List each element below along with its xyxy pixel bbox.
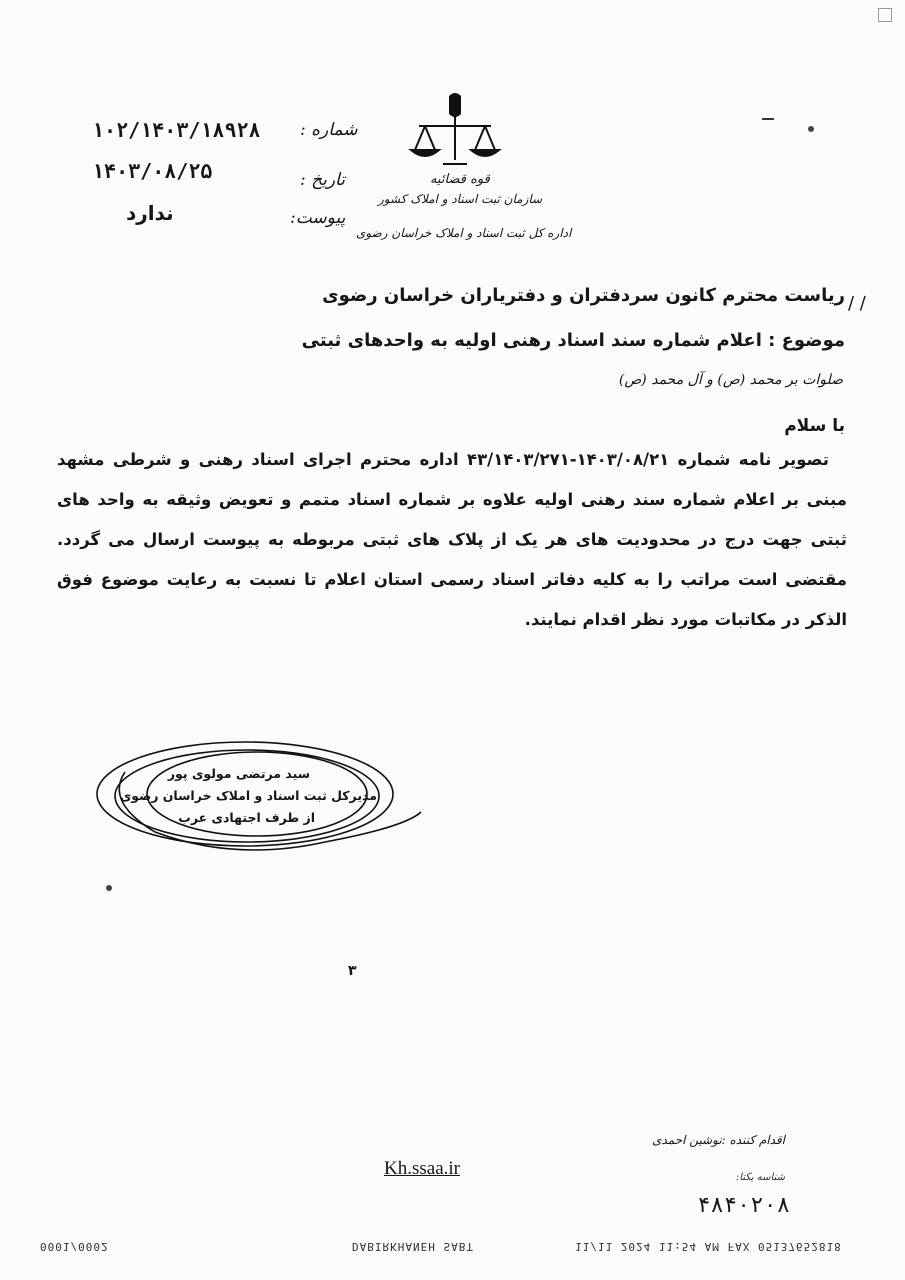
- letter-body-text: تصویر نامه شماره ۱۴۰۳/۰۸/۲۱-۴۳/۱۴۰۳/۲۷۱ اداره محترم اجرای اسناد رهنی و شرطی مشهد مبنی بر اعلام شماره سند رهنی اولیه علاوه بر شماره اسناد متمم و تعویض وثیقه به واحد های ثبتی جهت درج در محدودیت های هر یک از پلاک های ثبتی مربوطه به پیوست ارسال می گردد. مقتضی است مراتب را به کلیه دفاتر اسناد رسمی استان اعلام تا نسبت به رعایت موضوع فوق الذکر در مکاتبات مورد نظر اقدام نمایند.: [57, 450, 847, 629]
- org-name-province: اداره کل ثبت اسناد و املاک خراسان رضوی: [356, 226, 572, 240]
- letter-body: [57, 440, 847, 640]
- fax-sender: DABIRKHANEH SABT: [352, 1240, 474, 1253]
- org-name-national: سازمان ثبت اسناد و املاک کشور: [378, 192, 543, 206]
- signatory-on-behalf: از طرف اجتهادی عرب: [178, 810, 315, 825]
- dash-mark: [762, 118, 774, 120]
- letter-date-label: تاریخ :: [300, 170, 345, 190]
- dot-mark: [808, 126, 814, 132]
- dot-mark: [106, 885, 112, 891]
- website-link[interactable]: Kh.ssaa.ir: [384, 1158, 460, 1179]
- signatory-name: سید مرتضی مولوی پور: [167, 766, 310, 781]
- letter-number-value: ۱۰۲/۱۴۰۳/۱۸۹۲۸: [92, 118, 261, 142]
- fax-header-line: 11/11 2024 11:54 AM FAX 05137652818: [575, 1240, 842, 1253]
- letter-greeting: با سلام: [784, 416, 845, 436]
- signature-stamp: [95, 732, 425, 857]
- letter-number-label: شماره :: [300, 120, 358, 140]
- unique-id-value: ۴۸۴۰۲۰۸: [697, 1193, 790, 1218]
- actor-name: اقدام کننده :نوشین احمدی: [652, 1133, 785, 1147]
- letter-salavat: صلوات بر محمد (ص) و آل محمد (ص): [618, 372, 843, 388]
- letter-addressee: ریاست محترم کانون سردفتران و دفتریاران خراسان رضوی: [322, 285, 845, 306]
- letter-subject: موضوع : اعلام شماره سند اسناد رهنی اولیه به واحدهای ثبتی: [301, 330, 845, 351]
- fax-page-number: 0001/0002: [40, 1240, 109, 1253]
- letter-attachment-label: پیوست:: [290, 208, 346, 228]
- corner-mark: [878, 8, 892, 22]
- unique-id-label: شناسه یکتا:: [735, 1172, 785, 1183]
- letter-date-value: ۱۴۰۳/۰۸/۲۵: [92, 159, 213, 183]
- judiciary-emblem-icon: [405, 92, 505, 172]
- letter-attachment-value: ندارد: [126, 201, 174, 225]
- slash-mark: / ∕: [848, 293, 866, 314]
- signatory-title: مدیرکل ثبت اسناد و املاک خراسان رضوی: [119, 788, 377, 803]
- page-digit: ۳: [348, 963, 357, 979]
- judiciary-label: قوه قضائیه: [430, 172, 490, 187]
